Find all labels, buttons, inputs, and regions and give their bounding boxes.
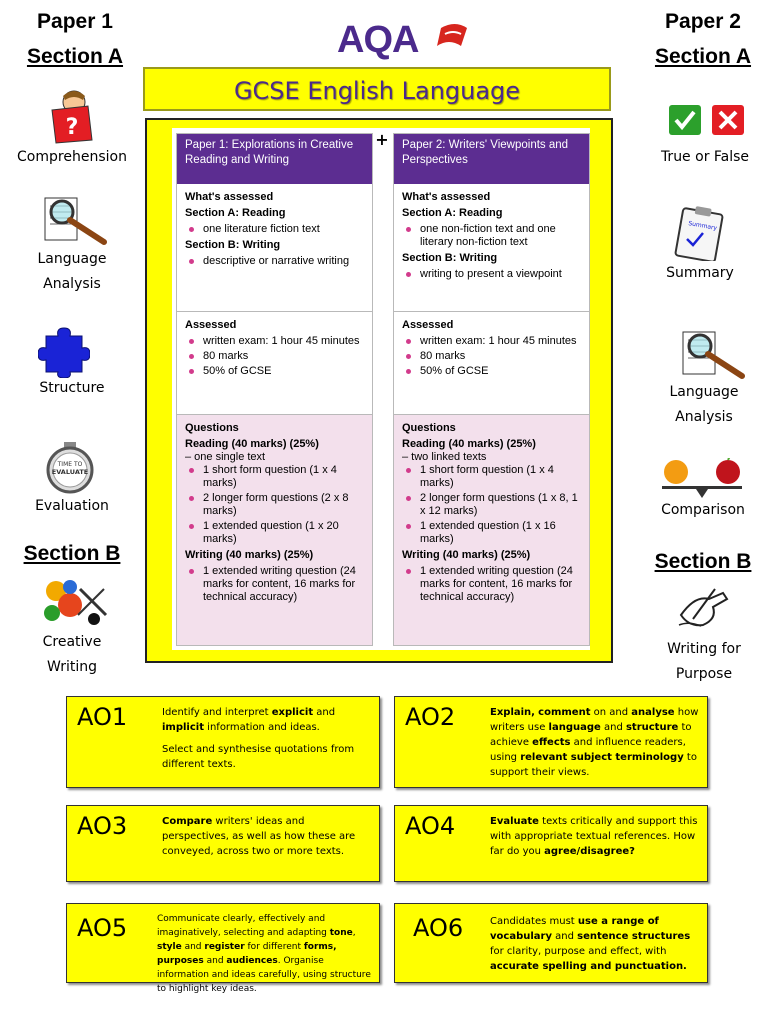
right-item-language-analysis: Language Analysis <box>669 384 739 425</box>
left-section-a-label: Section A <box>26 45 124 68</box>
stopwatch-icon <box>42 442 98 494</box>
specification-panel <box>172 128 590 650</box>
right-item-comparison: Comparison <box>661 502 745 518</box>
right-paper-label: Paper 2 <box>665 10 741 33</box>
ao1-text <box>162 705 371 779</box>
left-item-structure: Structure <box>39 380 105 396</box>
list-item: 80 marks <box>185 350 364 363</box>
paper2-reading-note: – two linked texts <box>402 451 487 463</box>
left-section-b-label: Section B <box>23 542 121 565</box>
ao1-p2: Select and synthesise quotations from different texts. <box>162 744 355 770</box>
paper1-reading-title: Reading (40 marks) (25%) <box>185 438 319 450</box>
ao1-p1: Identify and interpret explicit and implicit information and ideas. <box>162 707 336 733</box>
paper1-questions-title: Questions <box>185 422 239 434</box>
writing-hand-icon <box>675 585 733 629</box>
paper2-questions <box>394 415 589 645</box>
right-item-writing-for-purpose: Writing for Purpose <box>667 641 741 682</box>
svg-text:TIME TO: TIME TO <box>57 461 83 468</box>
plus-sign: + <box>375 130 389 149</box>
logo-flag-icon <box>437 24 469 50</box>
ao3-code: AO3 <box>77 812 128 840</box>
paper1-section-b-title: Section B: Writing <box>185 239 281 251</box>
svg-text:Summary: Summary <box>687 220 718 232</box>
paper1-assessed-title: Assessed <box>185 319 237 331</box>
ao5-box <box>66 903 380 994</box>
right-section-a-label: Section A <box>654 45 752 68</box>
list-item: 1 extended question (1 x 16 marks) <box>402 520 581 546</box>
ao4-box <box>394 805 708 882</box>
ao6-text <box>490 914 699 981</box>
ao4-text <box>490 814 699 866</box>
ao5-p1: Communicate clearly, effectively and imaginatively, selecting and adapting tone, style and register for different forms, purposes and audiences. Organise information and ideas carefully, using structure to highlight key ideas. <box>157 914 371 994</box>
list-item: 80 marks <box>402 350 581 363</box>
ao1-code: AO1 <box>77 703 128 731</box>
paper2-writing-title: Writing (40 marks) (25%) <box>402 549 531 561</box>
list-item: 50% of GCSE <box>185 365 364 378</box>
svg-text:?: ? <box>65 115 79 140</box>
ao2-box <box>394 696 708 788</box>
paper2-reading-title: Reading (40 marks) (25%) <box>402 438 536 450</box>
list-item: 1 extended writing question (24 marks for content, 16 marks for technical accuracy) <box>185 565 364 604</box>
list-item: descriptive or narrative writing <box>185 255 364 268</box>
ao4-p1: Evaluate texts critically and support this with appropriate textual references. How far do you agree/disagree? <box>490 816 698 857</box>
ao2-code: AO2 <box>405 703 456 731</box>
list-item: 1 short form question (1 x 4 marks) <box>185 464 364 490</box>
list-item: written exam: 1 hour 45 minutes <box>402 335 581 348</box>
list-item: writing to present a viewpoint <box>402 268 581 281</box>
left-item-evaluation: Evaluation <box>35 498 109 514</box>
right-section-b-label: Section B <box>654 550 752 573</box>
ao5-text <box>157 912 371 1003</box>
paper1-column <box>176 133 373 646</box>
ao5-code: AO5 <box>77 914 128 942</box>
page-title: GCSE English Language <box>233 77 521 105</box>
ao2-text <box>490 705 699 787</box>
paper1-writing-title: Writing (40 marks) (25%) <box>185 549 314 561</box>
list-item: 1 short form question (1 x 4 marks) <box>402 464 581 490</box>
ao1-box <box>66 696 380 788</box>
check-cross-icon <box>668 104 748 136</box>
paper1-assessed <box>177 312 372 415</box>
paper1-reading-note: – one single text <box>185 451 266 463</box>
left-paper-label: Paper 1 <box>37 10 113 33</box>
title-banner <box>143 67 611 111</box>
list-item: one non-fiction text and one literary non-fiction text <box>402 223 581 249</box>
fruit-scale-icon <box>660 458 744 500</box>
paper2-heading: Paper 2: Writers' Viewpoints and Perspectives <box>394 134 589 184</box>
list-item: one literature fiction text <box>185 223 364 236</box>
creative-art-icon <box>40 575 110 627</box>
magnifier-document-icon <box>42 196 110 246</box>
svg-text:EVALUATE: EVALUATE <box>51 468 89 476</box>
paper2-column <box>393 133 590 646</box>
list-item: 2 longer form questions (1 x 8, 1 x 12 marks) <box>402 492 581 518</box>
ao6-code: AO6 <box>413 914 464 942</box>
ao3-box <box>66 805 380 882</box>
paper2-questions-title: Questions <box>402 422 456 434</box>
ao6-box <box>394 903 708 983</box>
clipboard-summary-icon <box>673 205 727 261</box>
paper2-assessed-title: Assessed <box>402 319 454 331</box>
paper1-whats-assessed-title: What's assessed <box>185 191 274 203</box>
left-item-creative-writing: Creative Writing <box>42 634 102 675</box>
list-item: 1 extended question (1 x 20 marks) <box>185 520 364 546</box>
list-item: 2 longer form questions (2 x 8 marks) <box>185 492 364 518</box>
paper2-whats-assessed-title: What's assessed <box>402 191 491 203</box>
paper1-heading: Paper 1: Explorations in Creative Reading and Writing <box>177 134 372 184</box>
logo-text: AQA <box>337 19 419 61</box>
magnifier-document-icon <box>680 330 748 380</box>
right-item-summary: Summary <box>666 265 734 281</box>
jigsaw-piece-icon <box>38 326 90 378</box>
list-item: 1 extended writing question (24 marks for content, 16 marks for technical accuracy) <box>402 565 581 604</box>
paper2-section-b-title: Section B: Writing <box>402 252 498 264</box>
aqa-logo <box>337 18 467 62</box>
right-item-true-or-false: True or False <box>660 149 750 165</box>
left-item-language-analysis: Language Analysis <box>37 251 107 292</box>
paper1-section-a-title: Section A: Reading <box>185 207 286 219</box>
list-item: written exam: 1 hour 45 minutes <box>185 335 364 348</box>
left-item-comprehension: Comprehension <box>17 149 127 165</box>
ao3-p1: Compare writers' ideas and perspectives, as well as how these are conveyed, across two or more texts. <box>162 816 356 857</box>
paper1-whats-assessed <box>177 184 372 312</box>
ao3-text <box>162 814 371 866</box>
paper2-section-a-title: Section A: Reading <box>402 207 503 219</box>
list-item: 50% of GCSE <box>402 365 581 378</box>
question-figure-icon <box>48 88 96 144</box>
paper1-questions <box>177 415 372 645</box>
paper2-assessed <box>394 312 589 415</box>
ao4-code: AO4 <box>405 812 456 840</box>
paper2-whats-assessed <box>394 184 589 312</box>
ao6-p1: Candidates must use a range of vocabulary and sentence structures for clarity, purpose and effect, with accurate spelling and punctuation. <box>490 916 691 972</box>
ao2-p1: Explain, comment on and analyse how writers use language and structure to achieve effects and influence readers, using relevant subject terminology to support their views. <box>490 707 699 778</box>
